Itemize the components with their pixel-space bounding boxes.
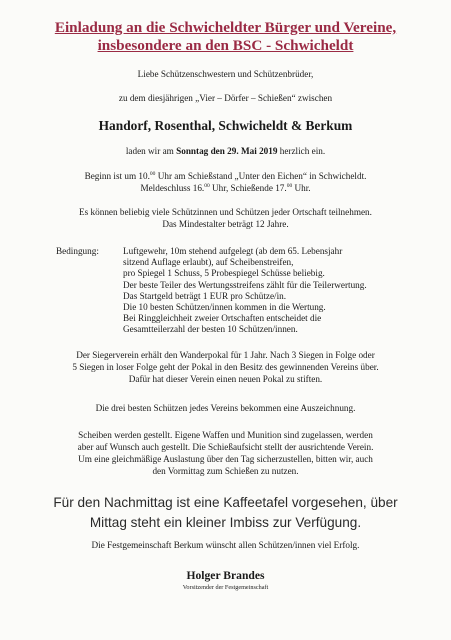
rules-line-4: den Vormittag zum Schießen zu nutzen. [152, 466, 299, 476]
headline-villages: Handorf, Rosenthal, Schwicheldt & Berkum [98, 118, 353, 133]
trophy-line-2: 5 Siegen in loser Folge geht der Pokal in den Besitz des gewinnenden Vereins über. [72, 362, 379, 372]
condition-line: sitzend Auflage erlaubt), auf Scheibenstreifen, [123, 257, 294, 268]
invite-line [0, 146, 451, 158]
catering-line-2: Mittag steht ein kleiner Imbiss zur Verfügung. [89, 515, 362, 530]
participation-line-1: Es können beliebig viele Schützinnen und Schützen jeder Ortschaft teilnehmen. [79, 207, 372, 217]
award-text: Die drei besten Schützen jedes Vereins bekommen eine Auszeichnung. [95, 403, 356, 413]
schedule-end-suffix: Uhr. [292, 183, 311, 193]
schedule-end-minutes: 00 [286, 183, 293, 189]
conditions-label: Bedingung: [56, 246, 99, 256]
conditions-list [123, 246, 423, 336]
invite-date: Sonntag den 29. Mai 2019 [176, 146, 278, 156]
trophy-line-1: Der Siegerverein erhält den Wanderpokal für 1 Jahr. Nach 3 Siegen in Folge oder [76, 350, 375, 360]
title-line-1: Einladung an die Schwicheldter Bürger und Vereine, [54, 19, 397, 36]
closing-text: Die Festgemeinschaft Berkum wünscht allen Schützen/innen viel Erfolg. [91, 540, 360, 550]
schedule-location-text: Uhr am Schießstand „Unter den Eichen“ in Schwicheldt. [155, 171, 367, 181]
schedule-start-text: Beginn ist um 10. [84, 171, 150, 181]
catering-line-1: Für den Nachmittag ist eine Kaffeetafel vorgesehen, über [53, 495, 398, 510]
invite-before: laden wir am [125, 146, 177, 156]
schedule-start-minutes: 00 [149, 171, 156, 177]
signature-name: Holger Brandes [186, 569, 265, 582]
condition-line: Die 10 besten Schützen/innen kommen in die Wertung. [123, 302, 326, 313]
condition-line: Gesamtteilerzahl der besten 10 Schützen/innen. [123, 324, 298, 335]
rules-line-1: Scheiben werden gestellt. Eigene Waffen und Munition sind zugelassen, werden [78, 430, 373, 440]
participation-line-2: Das Mindestalter beträgt 12 Jahre. [162, 219, 289, 229]
intro-text: zu dem diesjährigen „Vier – Dörfer – Schießen“ zwischen [118, 93, 333, 103]
trophy-line-3: Dafür hat dieser Verein einen neuen Pokal zu stiften. [128, 374, 323, 384]
rules-line-2: aber auf Wunsch auch gestellt. Die Schießaufsicht stellt der ausrichtende Verein. [77, 442, 374, 452]
condition-line: Bei Ringgleichheit zweier Ortschaften entscheidet die [123, 313, 322, 324]
schedule-deadline-text: Meldeschluss 16. [140, 183, 205, 193]
document-title [20, 19, 431, 55]
catering-notice [0, 493, 451, 533]
schedule-end-text: Uhr, Schießende 17. [209, 183, 287, 193]
title-line-2: insbesondere an den BSC - Schwicheldt [97, 37, 354, 54]
schedule-line-2 [0, 181, 451, 195]
condition-line: Der beste Teiler des Wertungsstreifens zählt für die Teilerwertung. [123, 279, 367, 290]
condition-line: Luftgewehr, 10m stehend aufgelegt (ab dem 65. Lebensjahr [123, 246, 343, 256]
condition-line: Das Startgeld beträgt 1 EUR pro Schütze/in. [123, 290, 287, 301]
rules-line-3: Um eine gleichmäßige Auslastung über den Tag sicherzustellen, bitten wir, auch [78, 454, 373, 464]
signature-role: Vorsitzender der Festgemeinschaft [182, 584, 269, 591]
condition-line: pro Spiegel 1 Schuss, 5 Probespiegel Schüsse beliebig. [123, 268, 325, 279]
invite-after: herzlich ein. [277, 146, 326, 156]
greeting: Liebe Schützenschwestern und Schützenbrüder, [137, 69, 314, 79]
schedule-deadline-minutes: 00 [204, 183, 210, 189]
